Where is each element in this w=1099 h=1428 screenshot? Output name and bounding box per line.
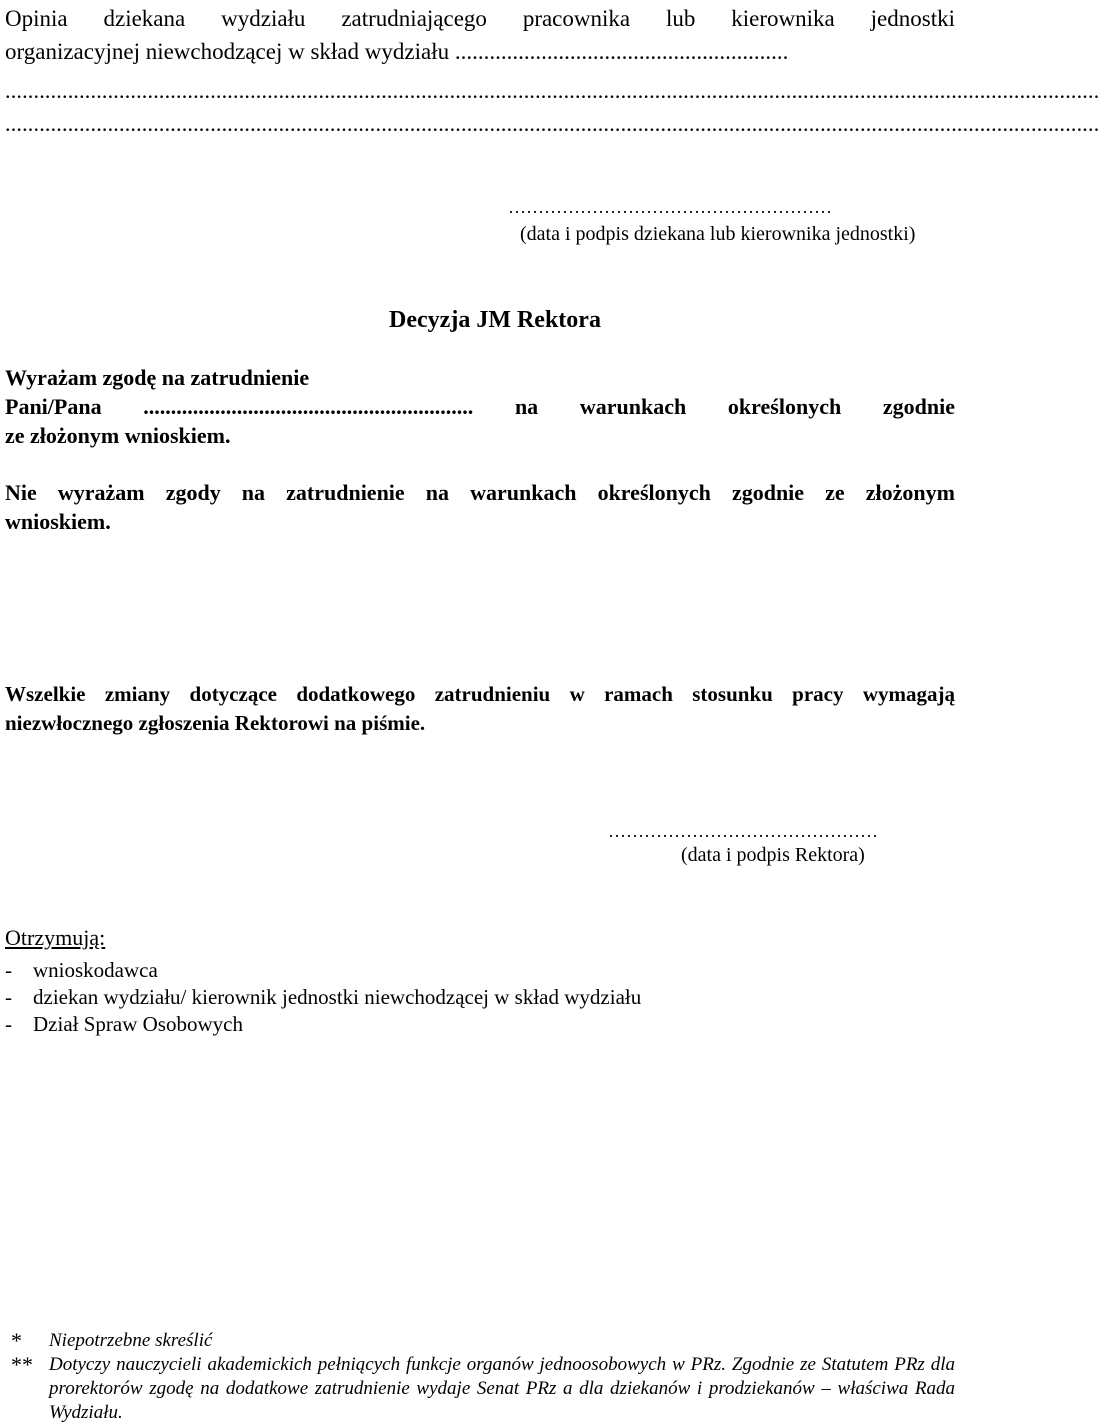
list-dash: -: [5, 985, 12, 1009]
dean-signature-line: ………………………………………………: [508, 197, 832, 217]
consent-body-line-1: Pani/Pana ............................................................ na warunkach określonych zgodnie: [5, 394, 955, 419]
recipient-item: [5, 957, 641, 984]
recipient-text: Dział Spraw Osobowych: [33, 1012, 243, 1036]
dean-opinion-line-1: Opinia dziekana wydziału zatrudniającego pracownika lub kierownika jednostki: [5, 6, 955, 31]
no-consent-statement: [5, 478, 955, 536]
dean-opinion-blank-line-2: ................................................................................................................................................................................................: [5, 111, 1099, 136]
list-dash: -: [5, 1012, 12, 1036]
footnote-text: Dotyczy nauczycieli akademickich pełniących funkcje organów jednoosobowych w PRz. Zgodnie ze Statutem PRz dla prorektorów zgodę na dodatkowe zatrudnienie wydaje Senat PRz a dla dziekanów i prodziekanów – właściwa Rada Wydziału.: [49, 1354, 955, 1423]
consent-body: [5, 392, 955, 450]
changes-notice-line-2: niezwłocznego zgłoszenia Rektorowi na piśmie.: [5, 711, 426, 735]
dean-opinion-line-2: organizacyjnej niewchodzącej w skład wydziału ..........................................................: [5, 39, 789, 64]
changes-notice-line-1: Wszelkie zmiany dotyczące dodatkowego zatrudnieniu w ramach stosunku pracy wymagają: [5, 682, 955, 706]
list-dash: -: [5, 958, 12, 982]
consent-heading: Wyrażam zgodę na zatrudnienie: [5, 365, 310, 390]
no-consent-line-1: Nie wyrażam zgody na zatrudnienie na warunkach określonych zgodnie ze złożonym: [5, 480, 955, 505]
footnote-2: [5, 1353, 955, 1425]
rector-signature-line: ………………………………………: [608, 821, 878, 841]
recipient-item: [5, 1011, 641, 1038]
dean-signature-caption: (data i podpis dziekana lub kierownika jednostki): [520, 223, 916, 245]
no-consent-line-2: wnioskiem.: [5, 509, 111, 534]
footnote-mark: *: [11, 1328, 22, 1353]
recipients-list: [5, 957, 641, 1038]
recipient-text: wnioskodawca: [33, 958, 158, 982]
rector-signature-caption: (data i podpis Rektora): [681, 844, 865, 866]
footnote-text: Niepotrzebne skreślić: [49, 1330, 213, 1351]
consent-body-line-2: ze złożonym wnioskiem.: [5, 423, 231, 448]
recipient-text: dziekan wydziału/ kierownik jednostki niewchodzącej w skład wydziału: [33, 985, 642, 1009]
dean-opinion-blank-line-1: ................................................................................................................................................................................................: [5, 78, 1099, 103]
recipients-heading: Otrzymują:: [5, 925, 106, 950]
dean-opinion-section: [5, 2, 955, 68]
footnote-mark: **: [11, 1352, 33, 1377]
footnote-1: [5, 1329, 955, 1353]
changes-notice: [5, 680, 955, 738]
decision-title: Decyzja JM Rektora: [389, 307, 601, 333]
recipient-item: [5, 984, 641, 1011]
